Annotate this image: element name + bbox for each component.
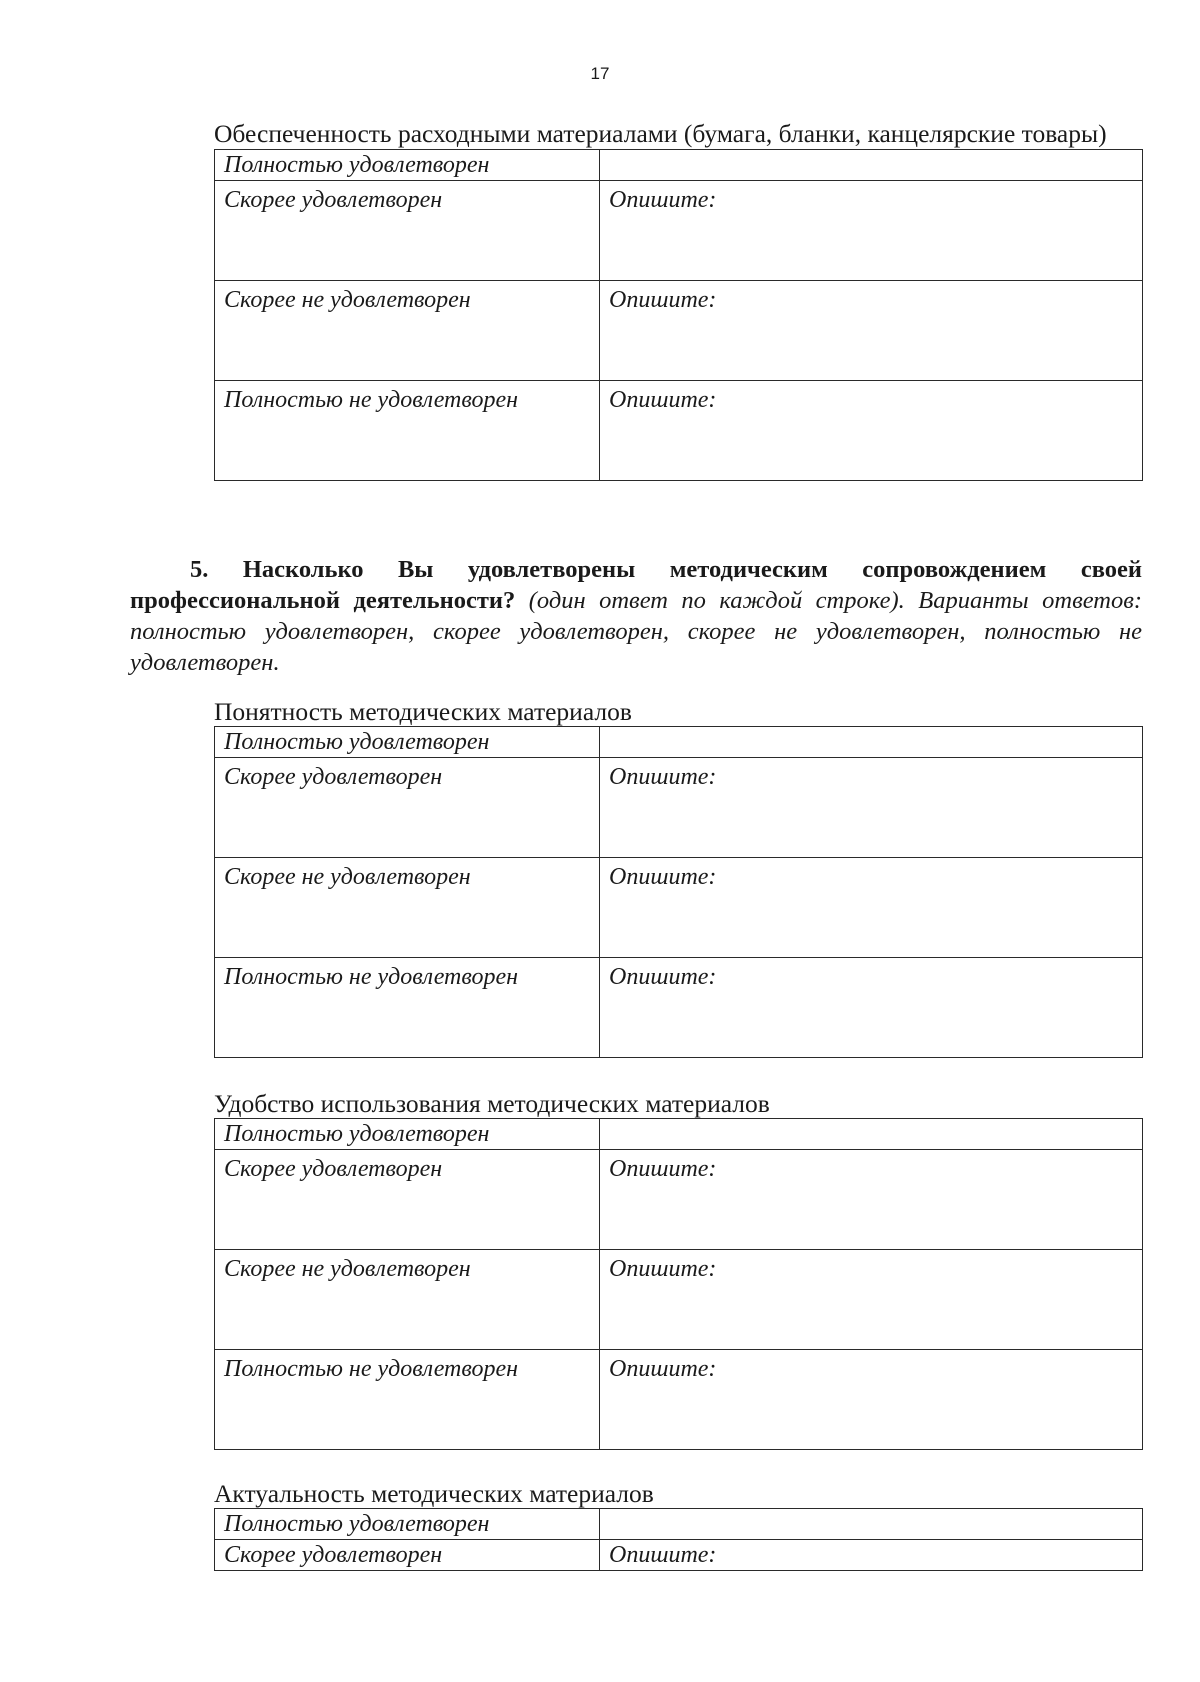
- options-table: [214, 1118, 1143, 1450]
- table-row: [215, 1540, 1143, 1571]
- option-label: Скорее удовлетворен: [215, 1150, 600, 1250]
- options-table: [214, 1508, 1143, 1571]
- option-label: Полностью удовлетворен: [215, 1509, 600, 1540]
- page-number: 17: [590, 64, 610, 83]
- question-hint: (один ответ по каждой строке). Варианты ответов: полностью удовлетворен, скорее удовлетворен, скорее не удовлетворен, полностью не удовлетворен.: [130, 587, 1142, 676]
- answer-cell[interactable]: [600, 150, 1143, 181]
- option-label: Полностью не удовлетворен: [215, 381, 600, 481]
- table-row: [215, 150, 1143, 181]
- answer-cell[interactable]: Опишите:: [600, 758, 1143, 858]
- answer-cell[interactable]: Опишите:: [600, 181, 1143, 281]
- question-text: 5. Насколько Вы удовлетворены методическим сопровождением своей профессиональной деятельности?: [130, 556, 1142, 614]
- option-label: Скорее не удовлетворен: [215, 858, 600, 958]
- section-title: Обеспеченность расходными материалами (бумага, бланки, канцелярские товары): [214, 119, 1107, 148]
- option-label: Скорее не удовлетворен: [215, 281, 600, 381]
- option-label: Полностью не удовлетворен: [215, 1350, 600, 1450]
- section-relevance: [214, 1480, 1142, 1571]
- section-supplies: [214, 118, 1142, 481]
- answer-cell[interactable]: [600, 1509, 1143, 1540]
- table-row: [215, 381, 1143, 481]
- table-row: [215, 758, 1143, 858]
- options-table: [214, 149, 1143, 481]
- answer-cell[interactable]: [600, 727, 1143, 758]
- options-table: [214, 726, 1143, 1058]
- option-label: Полностью удовлетворен: [215, 1119, 600, 1150]
- option-label: Скорее удовлетворен: [215, 181, 600, 281]
- option-label: Полностью не удовлетворен: [215, 958, 600, 1058]
- section-title: Актуальность методических материалов: [214, 1479, 654, 1508]
- table-row: [215, 1350, 1143, 1450]
- answer-cell[interactable]: Опишите:: [600, 1250, 1143, 1350]
- table-row: [215, 1150, 1143, 1250]
- answer-cell[interactable]: Опишите:: [600, 958, 1143, 1058]
- question-5: [130, 554, 1142, 678]
- option-label: Скорее удовлетворен: [215, 1540, 600, 1571]
- answer-cell[interactable]: Опишите:: [600, 858, 1143, 958]
- option-label: Скорее удовлетворен: [215, 758, 600, 858]
- answer-cell[interactable]: Опишите:: [600, 381, 1143, 481]
- section-usability: [214, 1090, 1142, 1450]
- section-title: Понятность методических материалов: [214, 697, 632, 726]
- answer-cell[interactable]: Опишите:: [600, 1150, 1143, 1250]
- answer-cell[interactable]: Опишите:: [600, 281, 1143, 381]
- table-row: [215, 281, 1143, 381]
- table-row: [215, 181, 1143, 281]
- section-title: Удобство использования методических материалов: [214, 1089, 770, 1118]
- table-row: [215, 1250, 1143, 1350]
- answer-cell[interactable]: Опишите:: [600, 1350, 1143, 1450]
- answer-cell[interactable]: Опишите:: [600, 1540, 1143, 1571]
- section-clarity: [214, 698, 1142, 1058]
- table-row: [215, 1119, 1143, 1150]
- table-row: [215, 1509, 1143, 1540]
- option-label: Полностью удовлетворен: [215, 727, 600, 758]
- option-label: Скорее не удовлетворен: [215, 1250, 600, 1350]
- answer-cell[interactable]: [600, 1119, 1143, 1150]
- table-row: [215, 858, 1143, 958]
- option-label: Полностью удовлетворен: [215, 150, 600, 181]
- table-row: [215, 727, 1143, 758]
- table-row: [215, 958, 1143, 1058]
